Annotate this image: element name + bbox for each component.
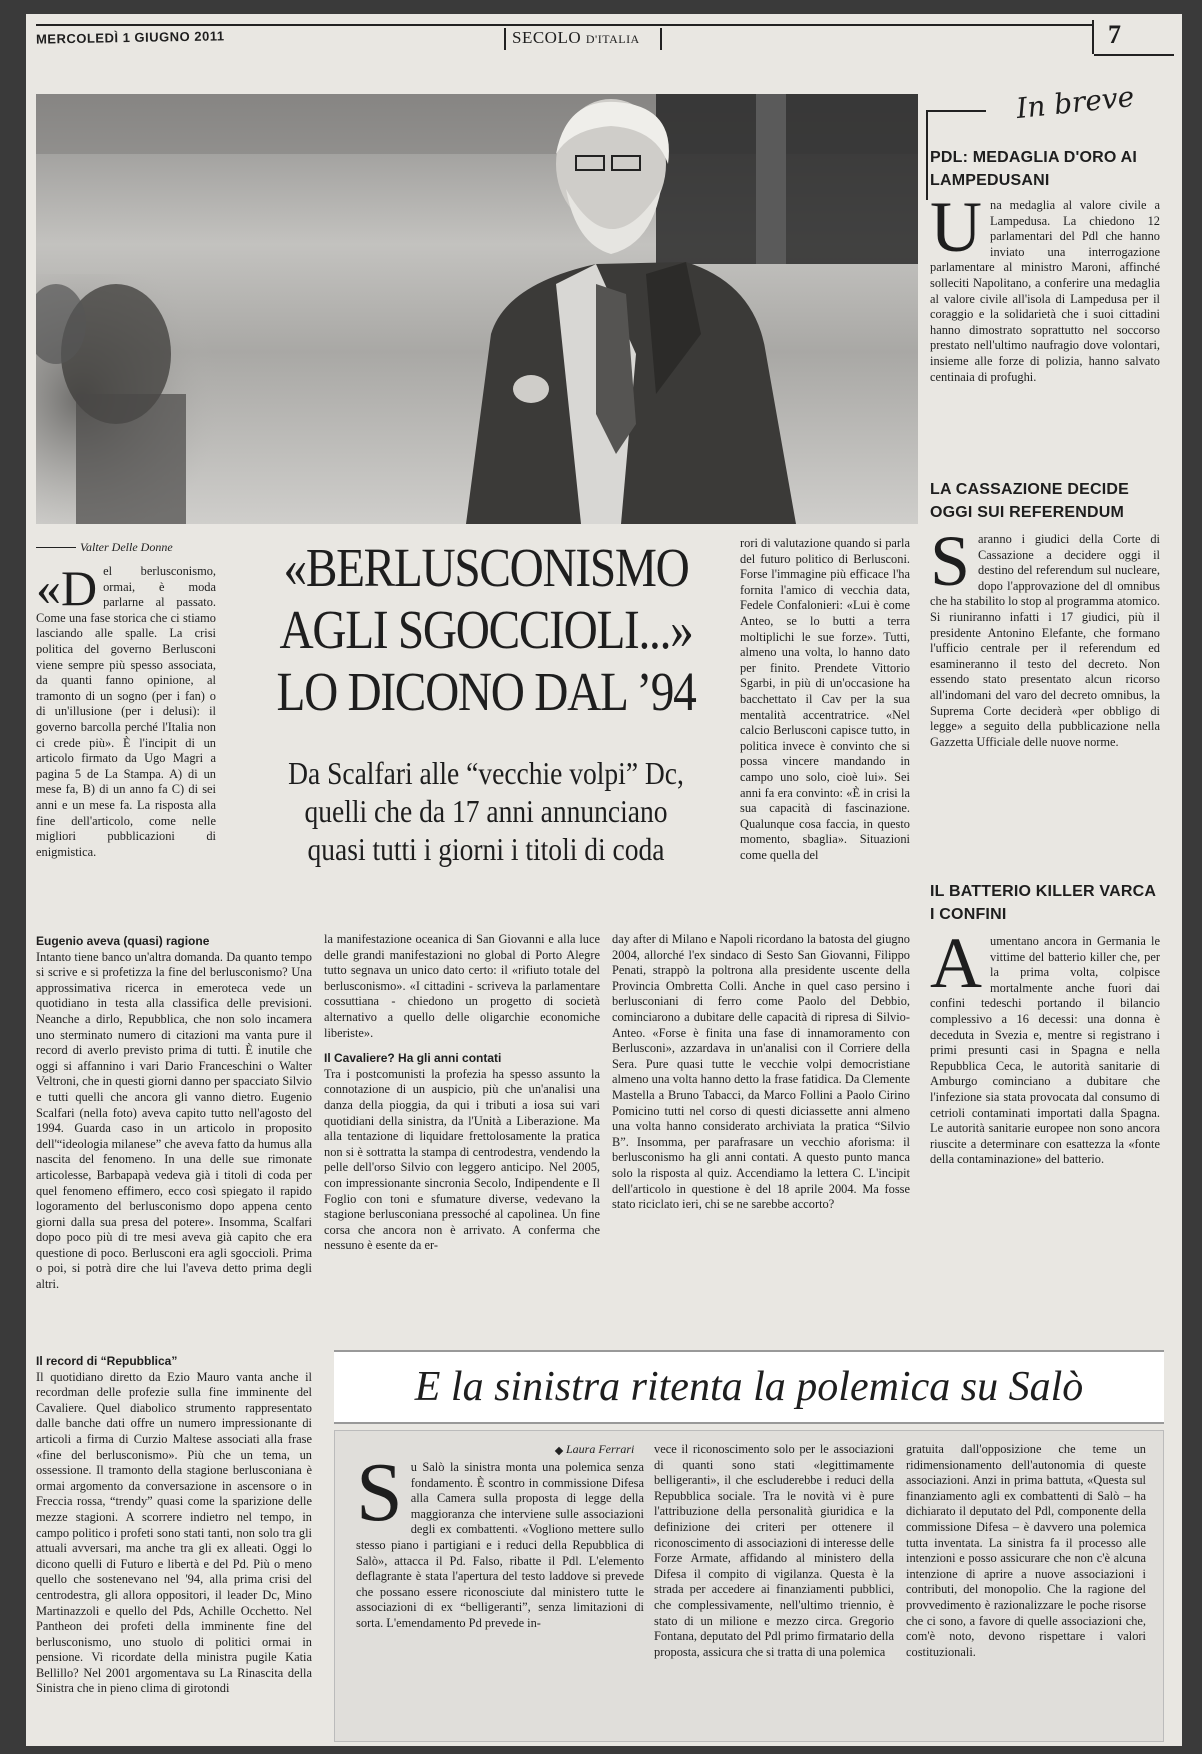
intro-text: el berlusconismo, ormai, è moda parlarne al passato. Come una fase storica che ci stiamo lasciando alle spalle. La crisi politica del governo Berlusconi viene sempre più spesso associata, da quanti fanno opinione, al tramonto di un sogno (per i fan) o di un'illusione (per i delusi): il governo barcolla perché l'Italia non ci crede più». È l'incipit di un articolo firmato da Ugo Magri a pagina 5 de La Stampa. A) di un mese fa, B) di un anno fa C) di sei anni e un mese fa. La risposta alla fine dell'articolo, come nelle migliori pubblicazioni di enigmistica. xyxy=(36,564,216,859)
article-column-3 xyxy=(612,932,910,1290)
brief-title: PDL: MEDAGLIA D'ORO AI LAMPEDUSANI xyxy=(930,149,1138,189)
brief-lampedusa xyxy=(930,146,1160,472)
headline-line: «BERLUSCONISMO xyxy=(283,537,689,598)
second-byline: Laura Ferrari xyxy=(566,1442,635,1456)
brief-body xyxy=(930,198,1160,472)
column-text: rori di valutazione quando si parla del futuro politico di Berlusconi. Forse l'immagine più efficace l'ha fornita l'amico di vecchia data, Fedele Confalonieri: «Lui è come Anteo, se lo butti a terra moltiplichi le sue forze». Tutti, almeno una volta, lo hanno dato per finito. Prendete Vittorio Sgarbi, in più di un'occasione ha bacchettato il Cav per la sua mentalità accentratrice. «Nel calcio Berlusconi capisce tutto, in politica invece è convinto che si possa vincere mandando in campo uno solo, cioè lui». Sei anni fa era convinto: «È in crisi la sua capacità di fascinazione. Qualunque cosa faccia, in questo momento, sbaglia». Situazioni come quella del xyxy=(740,536,910,862)
column-text: vece il riconoscimento solo per le associazioni di quanti sono stati «legittimamente belligeranti», il che escluderebbe i reduci della Repubblica sociale. Tra le novità vi è pure l'attribuzione della personalità giuridica e la definizione dei criteri per ottenere il riconoscimento di associazioni di interesse delle Forze Armate, affidando al ministero della Difesa il compito di vigilanza. Questa è la strada per accedere ai finanziamenti pubblici, che complessivamente, nell'ultimo triennio, è stato di un milione e mezzo circa. Gregorio Fontana, deputato del Pdl primo firmatario della proposta, assicura che si tratta di una polemica xyxy=(654,1442,894,1659)
subtitle-line: quelli che da 17 anni annunciano xyxy=(304,793,668,829)
second-drop-cap: S xyxy=(356,1460,403,1539)
brief-title: IL BATTERIO KILLER VARCA I CONFINI xyxy=(930,883,1156,923)
column-text: Tra i postcomunisti la profezia ha spesso assunto la connotazione di un auspicio, più che un'analisi una danza della pioggia, da qui i tributi a iosa sui vari quotidiani della sinistra, da l'Unità a Liberazione. Ma alla tentazione di liquidare frettolosamente la pratica non si è sottratta la stampa di centrodestra, vendendo la pelle dell'orso Silvio con leggero anticipo. Nel 2005, con impressionante sincronia Secolo, Indipendente e Il Foglio con toni e sfumature diverse, vedevano la stagione berlusconiana pressoché al capolinea. Un fine corsa che ancora non è arrivato. A conferma che nessuno è esente da er- xyxy=(324,1066,600,1253)
sidebar-rule xyxy=(926,110,928,200)
second-headline-box xyxy=(334,1350,1164,1424)
second-column-2 xyxy=(654,1442,894,1734)
sidebar-rule xyxy=(926,110,986,112)
article-photo-eugenio-scalfari xyxy=(36,94,918,524)
headline-line: AGLI SGOCCIOLI...» xyxy=(279,599,693,660)
column-text: la manifestazione oceanica di San Giovanni e alla luce delle grandi manifestazioni no global di Porto Alegre tutto segnava un unico dato certo: il «rifiuto totale del berlusconismo». «I cittadini - scriveva la parlamentare cossuttiana - chiedono un progetto di società alternativo a quello delle oligarchie economiche liberiste». xyxy=(324,932,600,1040)
brief-text: umentano ancora in Germania le vittime del batterio killer che, per la prima volta, colpisce mortalmente anche fuori dai confini tedeschi portando il bilancio complessivo a 16 decessi: una donna è deceduta in Svezia e, mentre si registrano i primi presunti casi in Spagna e nella Repubblica Ceca, le autorità sanitarie di Amburgo cominciano a dubitare che l'infezione sia stata provocata dal consumo di cetrioli contaminati importati dalla Spagna. Le autorità sanitarie europee non sono ancora riuscite a determinare con esattezza la «fonte della contaminazione» del batterio. xyxy=(930,934,1160,1167)
brief-text: na medaglia al valore civile a Lampedusa. La chiedono 12 parlamentari del Pdl che hanno inviato una interrogazione parlamentare al ministro Maroni, affinché solleciti Napolitano, a conferire una medaglia al valore civile all'isola di Lampedusa per il coraggio e la solidarietà che i suoi cittadini hanno dimostrato soprattutto nel soccorso prestato nell'ultimo naufragio dove volontari, insieme alle forze di polizia, hanno salvato centinaia di profughi. xyxy=(930,198,1160,384)
newspaper-name-suffix: D'ITALIA xyxy=(585,32,640,46)
brief-drop-cap: U xyxy=(930,198,982,267)
newspaper-name xyxy=(512,28,640,48)
column-text: u Salò la sinistra monta una polemica senza fondamento. È scontro in commissione Difesa alla Camera sulla proposta di legge della maggioranza che interviene sulle associazioni degli ex combattenti. «Vogliono mettere sullo stesso piano i partigiani e i reduci della Repubblica di Salò», attacca il Pd. Falso, ribatte il Pdl. L'elemento deflagrante è stata l'apertura del testo laddove si prevede che possano essere riconosciute dal ministero tutte le associazioni di ex “belligeranti”, senza limitazioni di sorta. L'emendamento Pd prevede in- xyxy=(356,1460,644,1630)
brief-drop-cap: S xyxy=(930,532,971,601)
article-column-3-top xyxy=(740,536,910,926)
masthead-rule-right xyxy=(662,24,1092,26)
second-headline: E la sinistra ritenta la polemica su Salò xyxy=(414,1364,1084,1410)
article-column-2 xyxy=(324,932,600,1290)
masthead-divider xyxy=(660,28,662,50)
page-number-rule xyxy=(1094,54,1174,56)
issue-date: MERCOLEDÌ 1 GIUGNO 2011 xyxy=(35,28,225,47)
section-subhead: Il record di “Repubblica” xyxy=(36,1354,178,1368)
brief-text: aranno i giudici della Corte di Cassazione a decidere oggi il destino del referendum sul nucleare, dopo l'approvazione del dl omnibus che ha stabilito lo stop al programma atomico. Si riuniranno infatti i 17 giudici, più il presidente Antonino Elefante, che formano l'ufficio centrale per il referendum ed esamineranno il testo del decreto. Non essendo stato presentato alcun ricorso all'indomani del varo del decreto omnibus, la Suprema Corte deciderà «per obbligo di legge» a seguito della pubblicazione nella Gazzetta Ufficiale delle nuove norme. xyxy=(930,532,1160,749)
subtitle-line: Da Scalfari alle “vecchie volpi” Dc, xyxy=(288,755,684,791)
second-column-1 xyxy=(356,1460,644,1734)
column-text: day after di Milano e Napoli ricordano la batosta del giugno 2004, allorché l'ex sindaco di Sesto San Giovanni, Filippo Penati, strappò la poltrona alla presidente uscente della Provincia Ombretta Colli. Anche in quel caso persino i berlusconiani di ferro come Paolo del Debbio, cominciarono a dubitare delle capacità di ripresa di Silvio-Anteo. «Forse è finita una fase di innamoramento con Berlusconi», azzardava in un'analisi con il Corriere della Sera. Pure quasi tutte le vecchie volpi democristiane almeno una volta hanno detto la frase fatidica. Da Clemente Mastella a Bruno Tabacci, da Marco Follini a Paolo Cirino Pomicino tutti nel corso di questi diciassette anni almeno una volta hanno considerato archiviata la pratica “Silvio B”. Insomma, per parafrasare un vecchio aforisma: il berlusconismo ha gli anni contati. A questo punto manca solo la risposta al quiz. Accendiamo la lettera C. L'incipit dell'articolo in questione è del 18 aprile 2004. Ma fosse stato riciclato ieri, chi se ne sarebbe accorto? xyxy=(612,932,910,1212)
newspaper-page xyxy=(26,14,1182,1746)
column-text: Intanto tiene banco un'altra domanda. Da quanto tempo si scrive e si profetizza la fine del berlusconismo? Una approssimativa ricerca in emeroteca vede un quotidiano in testa alla classifica delle previsioni. Neanche a dirlo, Repubblica, che non solo incamera uno sterminato numero di citazioni ma vanta pure il record di averlo previsto prima di tutti. È inutile che oggi si affannino i vari Dario Franceschini o Walter Veltroni, che in questi giorni danno per spacciato Silvio e tutti quelli che ancora gli vanno dietro. Eugenio Scalfari (nella foto) aveva capito tutto nell'agosto del 1994. Guarda caso in un articolo in proposito dell'“ideologia milanese” che aveva fatto da humus alla nascita del fenomeno. In una delle sue rimonate articolesse, Barbapapà vedeva già i titoli di coda per quel fenomeno effimero, ecco così spiegato il rapido logoramento del berlusconismo dopo appena cento giorni dalla sua presa del potere». Insomma, Scalfari dopo poco più di tre mesi aveva già capito che era questione di poco. Berlusconi era agli sgoccioli. Prima o poi, si potrà dire che lui l'aveva detto prima degli altri. xyxy=(36,949,312,1292)
brief-body xyxy=(930,934,1160,1314)
section-subhead: Eugenio aveva (quasi) ragione xyxy=(36,934,210,948)
photo-illustration xyxy=(36,94,918,524)
article-intro xyxy=(36,560,216,860)
page-number: 7 xyxy=(1108,20,1121,49)
masthead-divider xyxy=(504,28,506,50)
article-column-1 xyxy=(36,932,312,1344)
main-byline: Valter Delle Donne xyxy=(80,540,173,554)
column-text: gratuita dall'opposizione che teme un ridimensionamento dell'autonomia di queste associazioni. Anzi in prima battuta, «Questa sul finanziamento agli ex combattenti di Salò – ha dichiarato il deputato del Pdl, componente della commissione Difesa – è davvero una polemica tutta inventata. La sinistra fa il processo alle intenzioni e posso assicurare che non c'è alcuna intenzione di aprire a nuove associazioni i contributi, del monopolio. Che la ragione del provvedimento è razionalizzare le poche risorse che ci sono, a favore di quelle associazioni che, com'è noto, devono rispettare i valori costituzionali. xyxy=(906,1442,1146,1659)
newspaper-name-main: SECOLO xyxy=(512,28,582,47)
column-text: Il quotidiano diretto da Ezio Mauro vanta anche il recordman delle profezie sulla fine imminente del Cavaliere. Quel diabolico strumento rappresentato dalle banche dati offre un numero impressionante di articoli a firma di Curzio Maltese associati alla frase «fine del berlusconismo». Più che un tema, un ossessione. Il tramonto della stagione berlusconiana è ormai argomento da conversazione in ascensore o in Freccia rossa, “trendy” quasi come la sparizione delle mezze stagioni. A scorrere indietro nel tempo, in campo politico i profeti sono stati tanti, non solo tra gli attuali avversari, ma anche tra gli ex alleati. Oggi lo dicono quelli di Futuro e libertà e del Pd. Più o meno quello che sostenevano nel '94, alla prima crisi del centrodestra, gli allora oppositori, il leader Dc, Mino Martinazzoli e quello del Pds, Achille Occhetto. Nel Pantheon dei profeti della imminente fine del berlusconismo, uno stuolo di politici ormai in pensione. Vi ricordate della ministra pugile Katia Bellillo? Nel 2001 argomentava su La Rinascita della Sinistra che in pieno clima di girotondi xyxy=(36,1369,312,1696)
brief-title: LA CASSAZIONE DECIDE OGGI SUI REFERENDUM xyxy=(930,481,1129,521)
byline-rule xyxy=(36,547,76,548)
section-subhead: Il Cavaliere? Ha gli anni contati xyxy=(324,1051,502,1066)
brief-batterio xyxy=(930,880,1160,1314)
main-subtitle xyxy=(206,754,766,868)
second-column-3 xyxy=(906,1442,1146,1734)
headline-line: LO DICONO DAL ’94 xyxy=(276,661,696,722)
article-column-1-bottom xyxy=(36,1352,312,1742)
main-headline xyxy=(206,537,766,723)
page-number-divider xyxy=(1092,20,1094,54)
intro-drop-cap: «D xyxy=(36,560,98,616)
sidebar-header: In breve xyxy=(1014,79,1136,126)
subtitle-line: quasi tutti i giorni i titoli di coda xyxy=(307,831,665,867)
brief-cassazione xyxy=(930,478,1160,850)
brief-body xyxy=(930,532,1160,850)
brief-drop-cap: A xyxy=(930,934,982,1003)
